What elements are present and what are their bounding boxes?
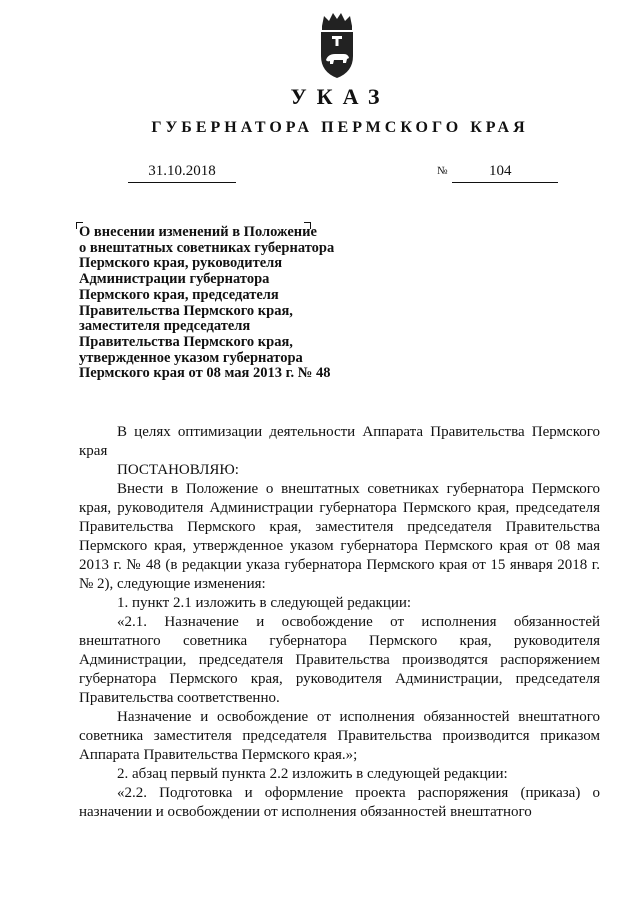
body-paragraph: 1. пункт 2.1 изложить в следующей редакции:	[117, 595, 412, 611]
subject-line: заместителя председателя	[79, 318, 251, 335]
document-date: 31.10.2018	[128, 160, 236, 183]
document-body	[79, 423, 600, 822]
document-title: УКАЗ	[290, 84, 390, 109]
subject-line: Пермского края от 08 мая 2013 г. № 48	[79, 365, 331, 382]
number-sign: №	[437, 165, 448, 177]
body-paragraph: Внести в Положение о внештатных советниках губернатора Пермского края, руководителя Администрации губернатора Пермского края, председателя Правительства Пермского края, заместителя председателя Правительства Пермского края, утвержденное указом губернатора Пермского края от 08 мая 2013 г. № 48 (в редакции указа губернатора Пермского края от 15 января 2018 г. № 2), следующие изменения:	[79, 481, 600, 592]
subject-line: о внештатных советниках губернатора	[79, 239, 335, 256]
subject-line: Пермского края, председателя	[79, 286, 279, 303]
document-number: 104	[489, 163, 512, 179]
body-paragraph: 2. абзац первый пункта 2.2 изложить в следующей редакции:	[117, 766, 508, 782]
body-paragraph: Назначение и освобождение от исполнения обязанностей внештатного советника заместителя председателя Правительства производится приказом Аппарата Правительства Пермского края.»;	[79, 709, 600, 763]
document-number-field	[452, 160, 558, 183]
preamble-paragraph: В целях оптимизации деятельности Аппарата Правительства Пермского края	[79, 424, 600, 459]
subject-line: Правительства Пермского края,	[79, 302, 293, 319]
subject-line: О внесении изменений в Положение	[79, 224, 317, 240]
subject-line: утвержденное указом губернатора	[79, 349, 303, 366]
document-subtitle: ГУБЕРНАТОРА ПЕРМСКОГО КРАЯ	[151, 119, 529, 136]
subject-line: Администрации губернатора	[79, 271, 270, 288]
body-paragraph: «2.2. Подготовка и оформление проекта распоряжения (приказа) о назначении и освобождении от исполнения обязанностей внештатного	[79, 785, 600, 820]
decree-word: ПОСТАНОВЛЯЮ:	[117, 462, 239, 478]
document-subject	[79, 225, 379, 382]
subject-line: Пермского края, руководителя	[79, 255, 283, 272]
subject-line: Правительства Пермского края,	[79, 333, 293, 350]
coat-of-arms-icon	[312, 10, 362, 82]
body-paragraph: «2.1. Назначение и освобождение от исполнения обязанностей внештатного советника губернатора Пермского края, руководителя Администрации, председателя Правительства производятся распоряжением губернатора Пермского края, руководителя Администрации, председателя Правительства соответственно.	[79, 614, 600, 706]
